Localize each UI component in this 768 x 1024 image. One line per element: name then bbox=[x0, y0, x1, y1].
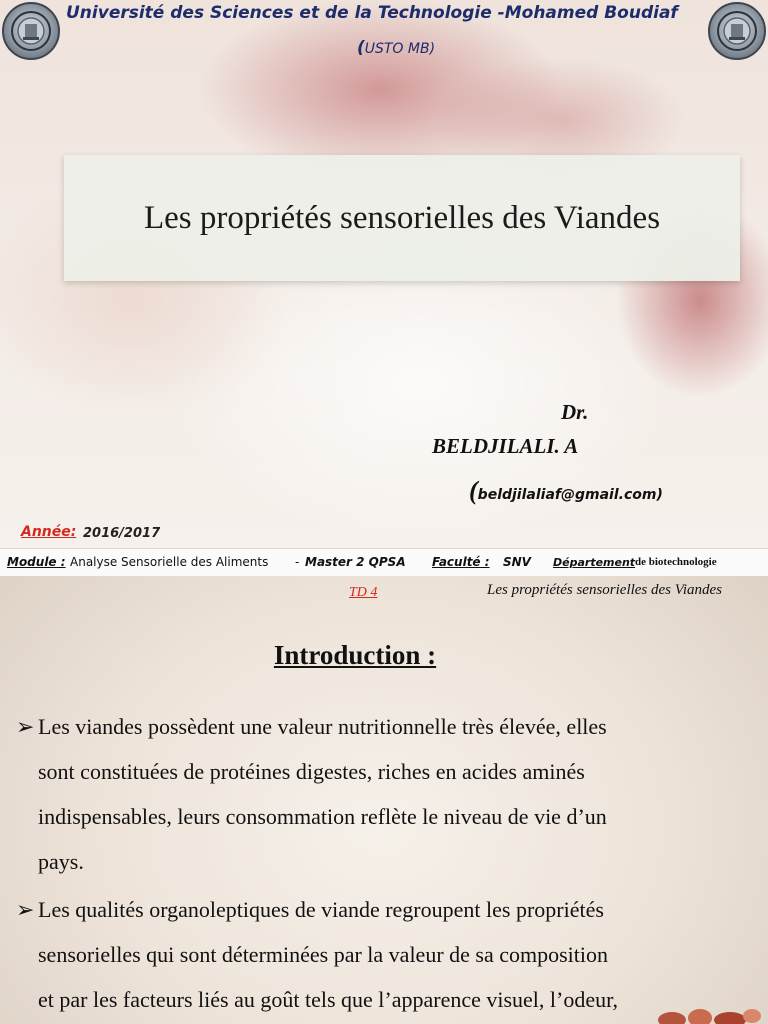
course-info-strip bbox=[0, 548, 768, 577]
module-value: Analyse Sensorielle des Aliments bbox=[70, 555, 269, 569]
section-heading: Introduction : bbox=[273, 640, 437, 670]
bullet-arrow-icon: ➢ bbox=[16, 897, 35, 922]
faculte-label: Faculté : bbox=[432, 555, 490, 569]
university-name: Université des Sciences et de la Technologie -Mohamed Boudiaf bbox=[66, 3, 678, 23]
bullet-text-1: Les viandes possèdent une valeur nutritionnelle très élevée, elles sont constituées de protéines digestes, riches en acides aminés indispensables, leurs consommation reflète le niveau de vie d’un pays. bbox=[38, 714, 607, 874]
module-dash: - bbox=[295, 555, 300, 569]
title-box bbox=[64, 155, 740, 281]
bullet-text-2: Les qualités organoleptiques de viande regroupent les propriétés sensorielles qui sont déterminées par la valeur de sa composition et par les facteurs liés au goût tels que l’apparence visuel, l’odeur, bbox=[38, 897, 619, 1012]
td-number: TD 4 bbox=[349, 585, 378, 600]
year-label: Année: bbox=[21, 524, 77, 540]
departement-value: de biotechnologie bbox=[635, 556, 717, 568]
bullet-arrow-icon: ➢ bbox=[16, 714, 35, 739]
faculte-value: SNV bbox=[503, 555, 531, 569]
master-level: Master 2 QPSA bbox=[305, 555, 406, 569]
departement-label: Département bbox=[553, 556, 636, 569]
slide-title: Les propriétés sensorielles des Viandes bbox=[143, 199, 661, 236]
document-page bbox=[0, 576, 768, 1024]
author-email: (beldjilaliaf@gmail.com) bbox=[469, 476, 663, 505]
running-header-title: Les propriétés sensorielles des Viandes bbox=[487, 582, 722, 598]
year-value: 2016/2017 bbox=[83, 526, 161, 541]
meat-decoration-image bbox=[652, 1000, 762, 1024]
usto-abbreviation: (USTO MB) bbox=[356, 38, 436, 58]
author-title: Dr. bbox=[561, 400, 589, 424]
module-label: Module : bbox=[7, 555, 66, 569]
author-name: BELDJILALI. A bbox=[432, 434, 579, 458]
